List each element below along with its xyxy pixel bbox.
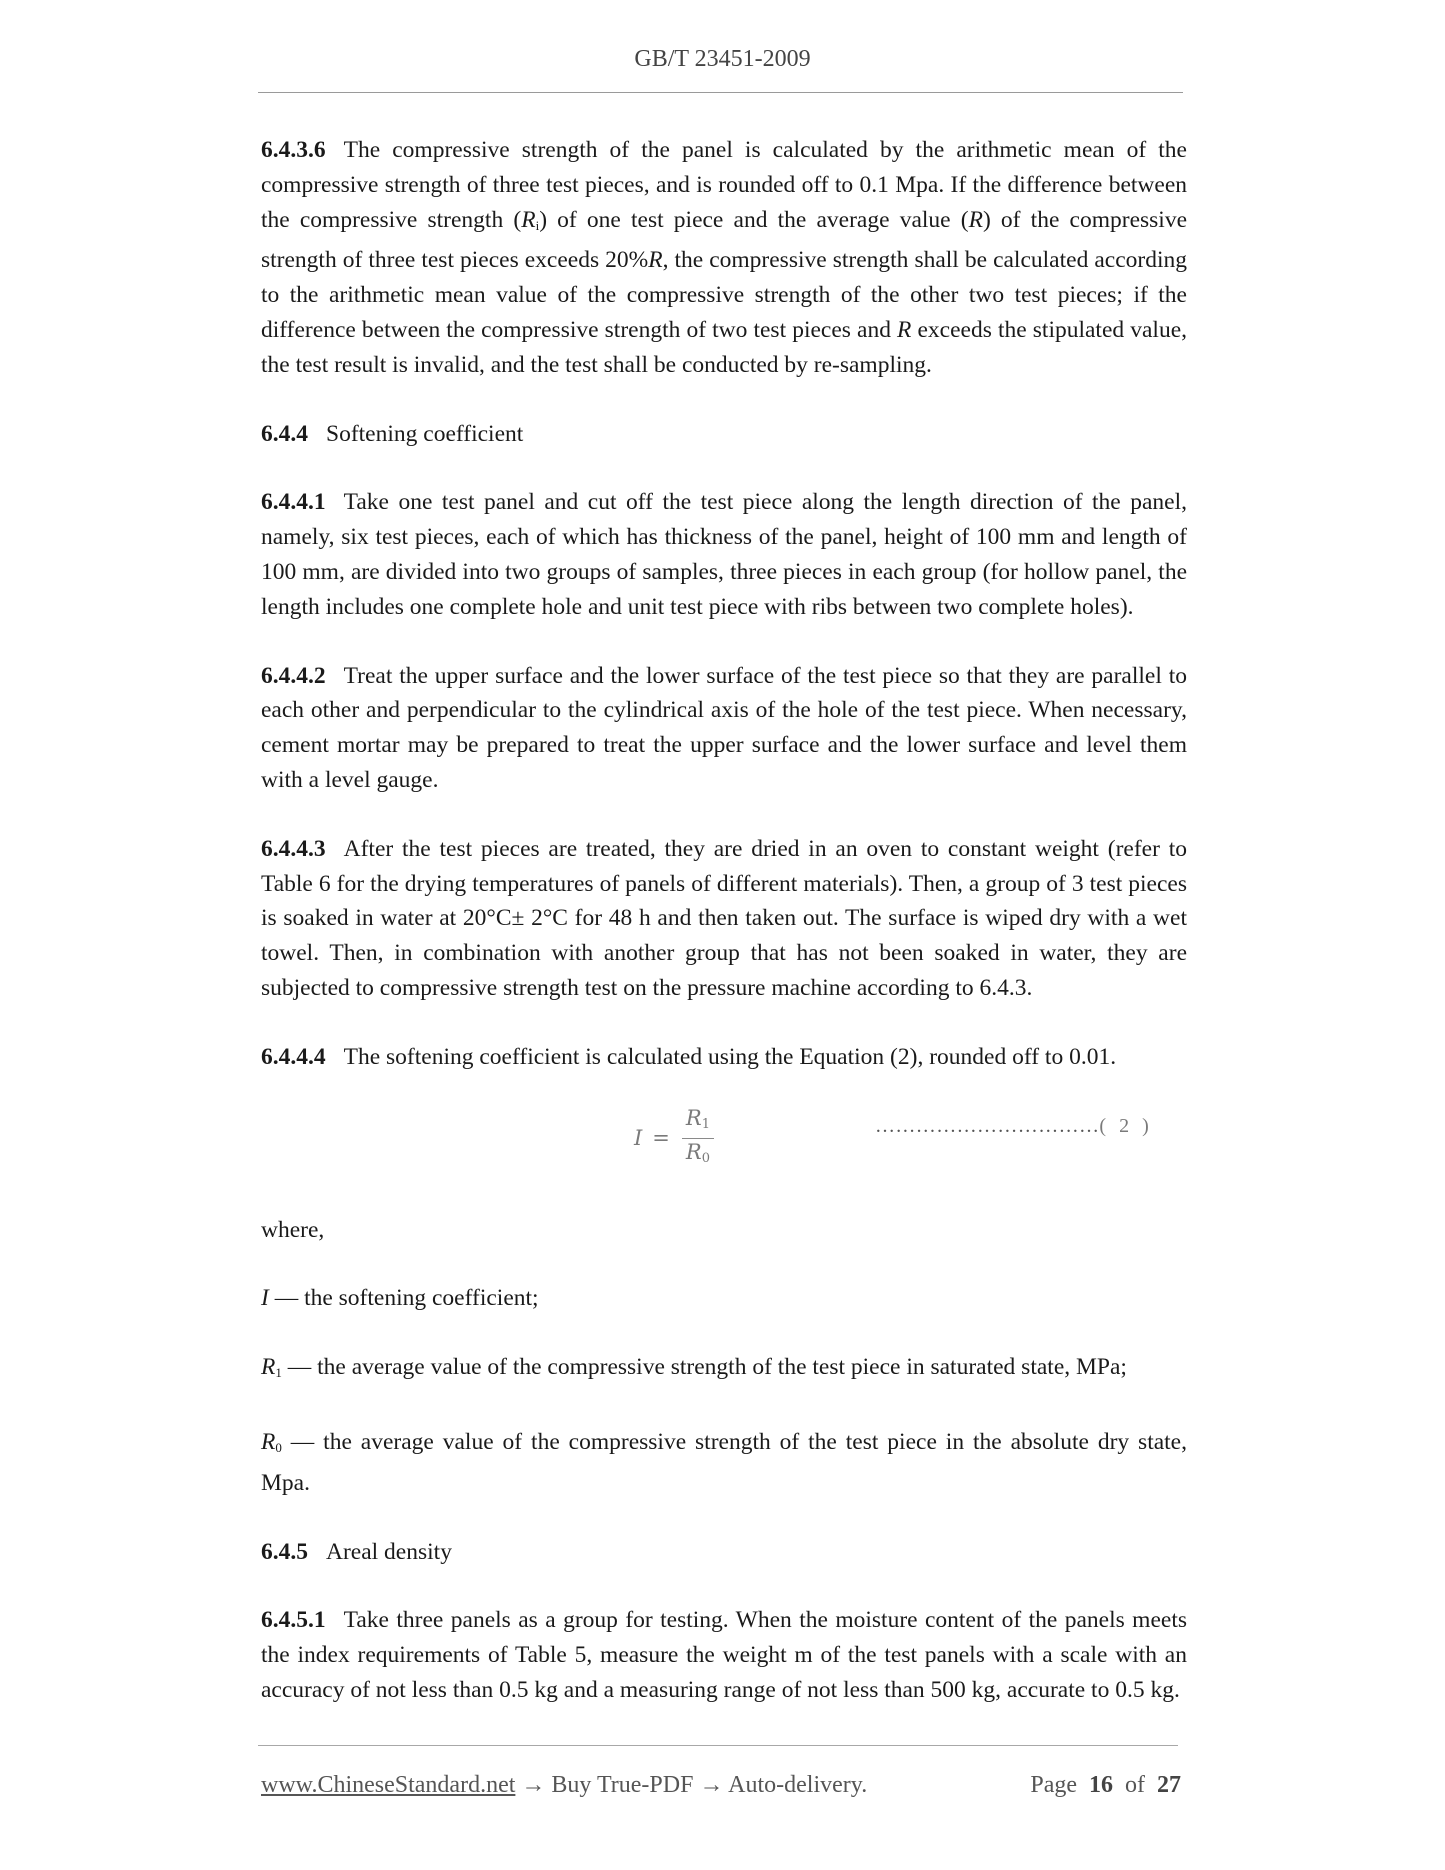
- clause-text: Treat the upper surface and the lower surface of the test piece so that they are parallel to each other and perpendicular to the cylindrical axis of the hole of the test piece. When necessary, cement mortar may be prepared to treat the upper surface and the lower surface and level them with a level gauge.: [261, 662, 1187, 793]
- page-word: Page: [1030, 1772, 1077, 1798]
- definition-symbol: R: [261, 1354, 276, 1381]
- section-number: 6.4.4: [261, 420, 308, 447]
- symbol: R: [897, 316, 912, 343]
- leader-dots: ……………………………: [875, 1114, 1100, 1137]
- clause-6-4-4-2: [261, 659, 1187, 798]
- where-label: where,: [261, 1216, 325, 1243]
- definition-subscript: 1: [275, 1365, 282, 1381]
- definition-r0: [261, 1425, 1187, 1501]
- clause-6-4-4-3: [261, 832, 1187, 1006]
- definition-symbol: R: [261, 1428, 276, 1455]
- clause-number: 6.4.5.1: [261, 1607, 326, 1634]
- header-rule: [258, 92, 1183, 93]
- footer-rule: [258, 1745, 1178, 1746]
- clause-6-4-5-1: [261, 1603, 1187, 1707]
- equals-sign: =: [652, 1126, 670, 1151]
- equation-number: ( 2 ): [1099, 1114, 1153, 1137]
- clause-text: The compressive strength of the panel is calculated by the arithmetic mean of the compressive strength of three test pieces, and is rounded off to 0.1 Mpa. If the difference between the compressive strength (: [261, 137, 1187, 233]
- clause-text: exceeds the stipulated value, the test result is invalid, and the test shall be conducted by re-sampling.: [261, 316, 1187, 378]
- numerator-subscript: 1: [701, 1116, 710, 1132]
- total-pages: 27: [1157, 1772, 1181, 1798]
- clause-number: 6.4.4.3: [261, 835, 326, 862]
- definition-i: [261, 1281, 1187, 1316]
- denominator-symbol: R: [685, 1139, 702, 1164]
- numerator-symbol: R: [685, 1105, 702, 1130]
- definition-subscript: 0: [275, 1439, 282, 1455]
- equation-formula: [634, 1105, 714, 1172]
- equation-lhs: I: [634, 1126, 643, 1151]
- clause-number: 6.4.4.2: [261, 662, 326, 689]
- definition-symbol: I: [261, 1285, 269, 1312]
- clause-number: 6.4.4.4: [261, 1043, 326, 1070]
- symbol: R: [521, 206, 536, 233]
- fraction-numerator: [682, 1105, 714, 1138]
- section-title: Softening coefficient: [326, 420, 524, 447]
- clause-text: , the compressive strength shall be calculated according to the arithmetic mean value of the compressive strength of the other two test pieces; if the difference between the compressive strength of two test pieces and: [261, 247, 1187, 343]
- clause-number: 6.4.3.6: [261, 137, 326, 163]
- clause-6-4-4-1: [261, 485, 1187, 624]
- equation-leader: [875, 1115, 1153, 1138]
- subscript: i: [535, 217, 540, 233]
- symbol: R: [648, 247, 663, 274]
- clause-text: The softening coefficient is calculated using the Equation (2), rounded off to 0.01.: [343, 1043, 1117, 1070]
- clause-text: Take three panels as a group for testing. When the moisture content of the panels meets the index requirements of Table 5, measure the weight m of the test panels with a scale with an accuracy of not less than 0.5 kg and a measuring range of not less than 500 kg, accurate to 0.5 kg.: [261, 1607, 1187, 1703]
- section-heading-6-4-5: [261, 1535, 1187, 1570]
- auto-delivery-text: Auto-delivery.: [728, 1772, 868, 1798]
- document-header: [0, 46, 1445, 73]
- clause-text: After the test pieces are treated, they are dried in an oven to constant weight (refer to Table 6 for the drying temperatures of panels of different materials). Then, a group of 3 test pieces is soaked in water at 20°C± 2°C for 48 h and then taken out. The surface is wiped dry with a wet towel. Then, in combination with another group that has not been soaked in water, they are subjected to compressive strength test on the pressure machine according to 6.4.3.: [261, 835, 1187, 1001]
- of-word: of: [1125, 1772, 1145, 1798]
- equation-2: [261, 1099, 1187, 1191]
- clause-number: 6.4.4.1: [261, 489, 326, 516]
- definition-text: — the softening coefficient;: [268, 1285, 539, 1312]
- section-number: 6.4.5: [261, 1538, 308, 1565]
- denominator-subscript: 0: [701, 1150, 710, 1166]
- page-footer: [261, 1772, 1181, 1799]
- buy-pdf-text: Buy True-PDF: [551, 1772, 694, 1798]
- section-title: Areal density: [326, 1538, 452, 1565]
- arrow-icon: →: [693, 1772, 729, 1798]
- clause-6-4-4-4: [261, 1040, 1187, 1075]
- definition-text: — the average value of the compressive strength of the test piece in saturated state, MPa;: [281, 1354, 1127, 1381]
- website-link[interactable]: www.ChineseStandard.net: [261, 1772, 516, 1798]
- document-body: [261, 133, 1187, 1742]
- symbol: R: [968, 206, 983, 233]
- arrow-icon: →: [515, 1772, 552, 1798]
- page-indicator: [1030, 1772, 1181, 1799]
- definition-text: — the average value of the compressive strength of the test piece in the absolute dry state, Mpa.: [261, 1428, 1187, 1496]
- section-heading-6-4-4: [261, 417, 1187, 452]
- standard-number: GB/T 23451-2009: [634, 46, 811, 72]
- clause-text: ) of one test piece and the average value (: [539, 206, 969, 233]
- equation-fraction: [682, 1105, 714, 1172]
- clause-6-4-3-6: [261, 133, 1187, 383]
- clause-text: Take one test panel and cut off the test piece along the length direction of the panel, namely, six test pieces, each of which has thickness of the panel, height of 100 mm and length of 100 mm, are divided into two groups of samples, three pieces in each group (for hollow panel, the length includes one complete hole and unit test piece with ribs between two complete holes).: [261, 489, 1187, 620]
- fraction-denominator: [682, 1139, 714, 1172]
- clause-text: ) of the compressive strength of three test pieces exceeds 20%: [261, 206, 1187, 274]
- definition-r1: [261, 1350, 1187, 1391]
- current-page: 16: [1089, 1772, 1113, 1798]
